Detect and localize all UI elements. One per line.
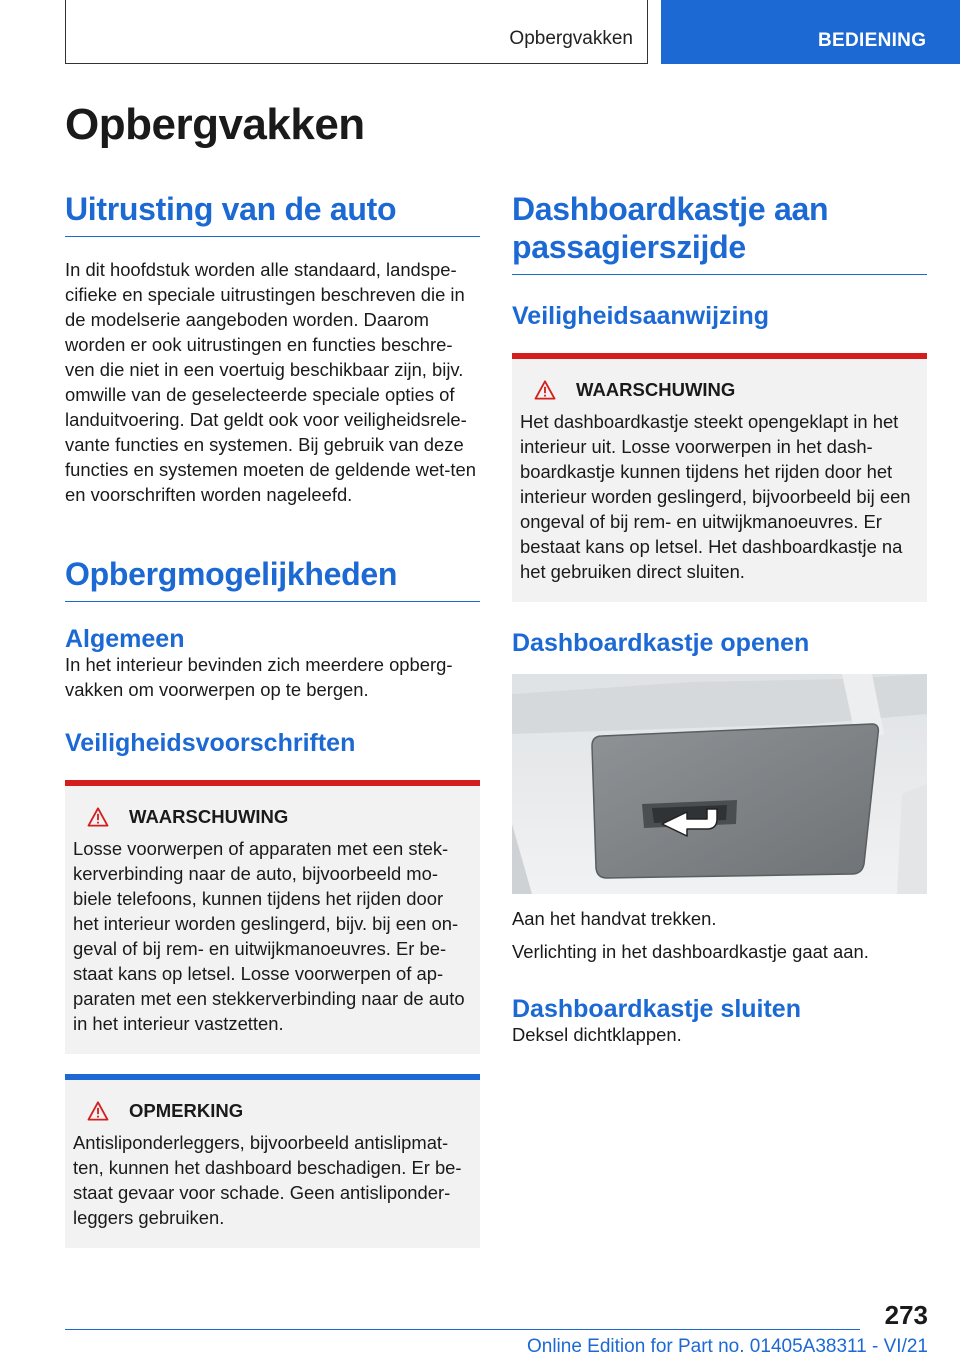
warning-text: Losse voorwerpen of apparaten met een stek-kerverbinding naar de auto, bijvoorbeeld mo-biele telefoons, kunnen tijdens het rijden door het interieur worden geslingerd, bijv. bij een on-geval of bij rem- en uitwijkmanoeuvres. Er be-staat kans op letsel. Losse voorwerpen of ap-paraten met een stekkerverbinding naar de auto in het interieur vastzetten. [73,838,465,1034]
heading-close-glovebox: Dashboardkastje sluiten [512,995,801,1023]
warning-title: WAARSCHUWING [576,379,736,400]
header-chapter-label: BEDIENING [818,30,927,51]
equipment-paragraph: In dit hoofdstuk worden alle standaard, landspe-cifieke en speciale uitrustingen beschreven die in de modelserie aangeboden worden. Daarom worden er ook uitrustingen en functies beschre-ven die niet in een voertuig beschikbaar zijn, bijv. omwille van de geselecteerde speciale opties of landuitvoering. Dat geldt ook voor veiligheidsrele-vante functies en systemen. Bij gebruik van deze functies en systemen moeten de geldende wet-ten en voorschriften worden nageleefd. [65,259,476,505]
heading-safety-note: Veiligheidsaanwijzing [512,302,770,330]
footer-divider [65,1329,860,1330]
header-section-box [65,0,648,64]
note-text: Antisliponderleggers, bijvoorbeeld antislipmat-ten, kunnen het dashboard beschadigen. Er be-staat gevaar voor schade. Geen antisliponder-leggers gebruiken. [73,1132,462,1228]
page-title: Opbergvakken [65,100,365,149]
footer-edition: Online Edition for Part no. 01405A38311 - VI/21 [526,1336,928,1357]
general-paragraph: In het interieur bevinden zich meerdere opberg-vakken om voorwerpen op te bergen. [65,654,453,700]
left-column [65,190,480,1248]
warning-triangle-icon [87,1101,109,1121]
warning-title: WAARSCHUWING [129,806,289,827]
header-chapter-tab[interactable] [661,0,960,64]
heading-storage: Opbergmogelijkheden [65,555,480,602]
warning-triangle-icon [87,807,109,827]
page-number: 273 [884,1300,928,1330]
warning-text: Het dashboardkastje steekt opengeklapt in het interieur uit. Losse voorwerpen in het dash-boardkastje kunnen tijdens het rijden door het interieur worden geslingerd, bijvoorbeeld bij een ongeval of bij rem- en uitwijkmanoeuvres. Er bestaat kans op letsel. Het dashboardkastje na het gebruiken direct sluiten. [520,411,911,582]
glovebox-illustration [512,674,927,894]
heading-open-glovebox: Dashboardkastje openen [512,629,810,657]
warning-box-glovebox [512,353,927,602]
open-step-1: Aan het handvat trekken. [512,908,717,929]
note-box-antislip [65,1074,480,1248]
header-section-title: Opbergvakken [509,28,633,49]
warning-triangle-icon [534,380,556,400]
glovebox-handle-image [512,674,927,894]
heading-general: Algemeen [65,625,185,653]
close-text: Deksel dichtklappen. [512,1024,682,1045]
right-column [512,190,927,1047]
heading-glovebox: Dashboardkastje aan passagierszijde [512,190,927,275]
note-title: OPMERKING [129,1100,244,1121]
heading-equipment: Uitrusting van de auto [65,190,480,237]
heading-safety-rules: Veiligheidsvoorschriften [65,729,356,757]
open-step-2: Verlichting in het dashboardkastje gaat aan. [512,941,869,962]
warning-box-loose-objects [65,780,480,1054]
